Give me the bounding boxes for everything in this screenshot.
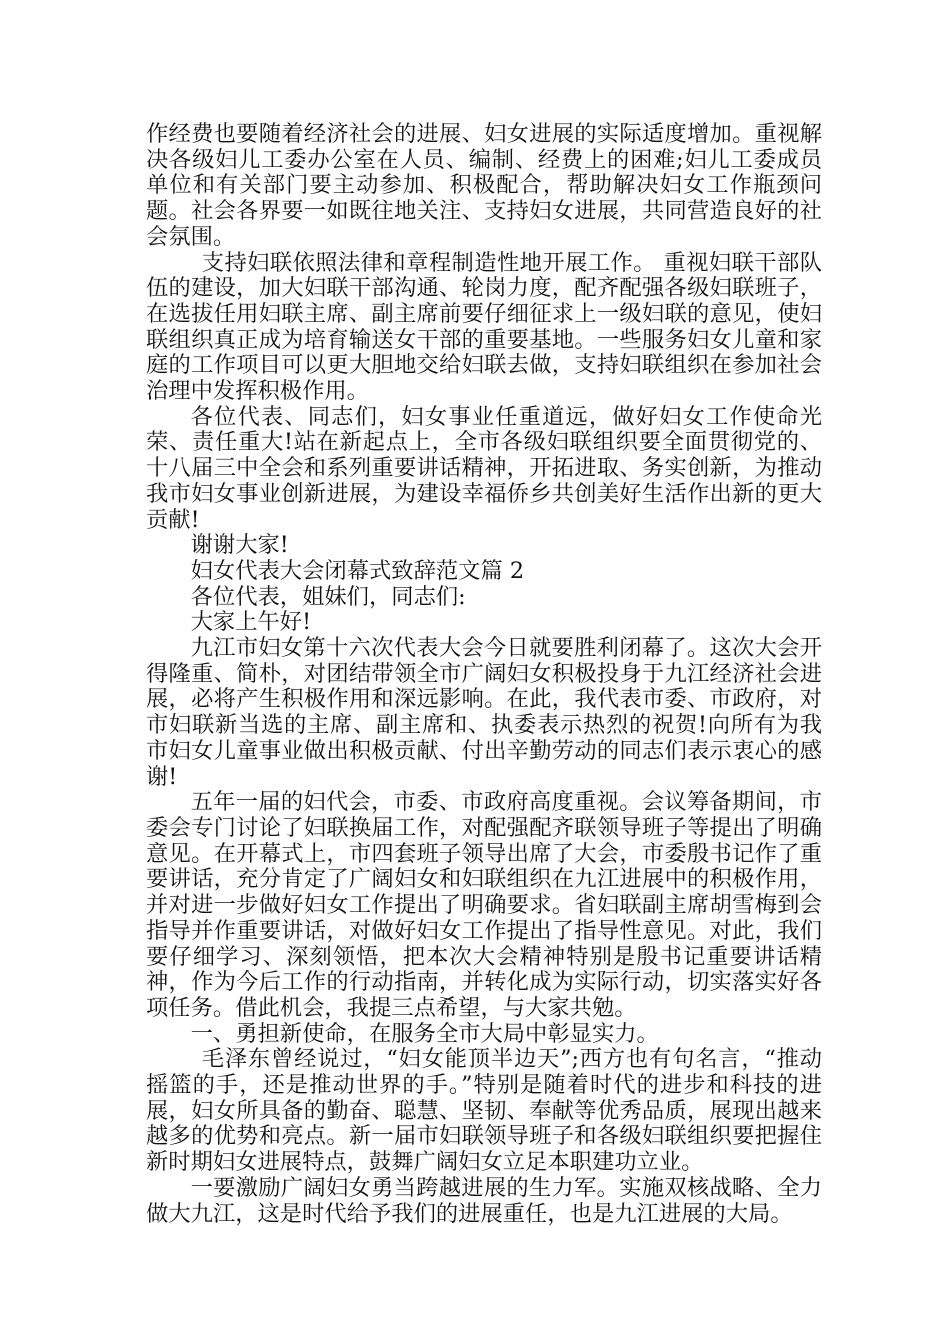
paragraph-thanks: 谢谢大家! xyxy=(190,532,289,559)
paragraph-congress-closing: 九江市妇女第十六次代表大会今日就要胜利闭幕了。这次大会开得隆重、简朴，对团结带领全市广阔妇女积极投身于九江经济社会进展，必将产生积极作用和深远影响。在此，我代表市委、市政府，对市妇联新当选的主席、副主席和、执委表示热烈的祝贺!向所有为我市妇女儿童事业做出积极贡献、付出辛勤劳动的同志们表示衷心的感谢! xyxy=(146,635,822,790)
subheading-first-point: 一、勇担新使命，在服务全市大局中彰显实力。 xyxy=(190,1020,659,1047)
paragraph-first-requirement: 一要激励广阔妇女勇当跨越进展的生力军。实施双核战略、全力做大九江，这是时代给予我们的进展重任，也是九江进展的大局。 xyxy=(146,1174,822,1227)
paragraph-continued: 作经费也要随着经济社会的进展、妇女进展的实际适度增加。重视解决各级妇儿工委办公室在人员、编制、经费上的困难;妇儿工委成员单位和有关部门要主动参加、积极配合，帮助解决妇女工作瓶颈问题。社会各界要一如既往地关注、支持妇女进展，共同营造良好的社会氛围。 xyxy=(146,121,822,250)
paragraph-congress-importance: 五年一届的妇代会，市委、市政府高度重视。会议筹备期间，市委会专门讨论了妇联换届工作，对配强配齐联领导班子等提出了明确意见。在开幕式上，市四套班子领导出席了大会，市委殷书记作了重要讲话，充分肯定了广阔妇女和妇联组织在九江进展中的积极作用，并对进一步做好妇女工作提出了明确要求。省妇联副主席胡雪梅到会指导并作重要讲话，对做好妇女工作提出了指导性意见。对此，我们要仔细学习、深刻领悟，把本次大会精神特别是殷书记重要讲话精神，作为今后工作的行动指南，并转化成为实际行动，切实落实好各项任务。借此机会，我提三点希望，与大家共勉。 xyxy=(146,789,822,1021)
section-heading: 妇女代表大会闭幕式致辞范文篇 2 xyxy=(190,557,525,584)
salutation: 各位代表，姐妹们，同志们: xyxy=(190,583,466,610)
paragraph-half-the-sky: 毛泽东曾经说过，“妇女能顶半边天”;西方也有句名言，“推动摇篮的手，还是推动世界的手。”特别是随着时代的进步和科技的进展，妇女所具备的勤奋、聪慧、坚韧、奉献等优秀品质，展现出越来越多的优势和亮点。新一届市妇联领导班子和各级妇联组织要把握住新时期妇女进展特点，鼓舞广阔妇女立足本职建功立业。 xyxy=(146,1046,822,1176)
document-body xyxy=(146,122,822,1227)
greeting: 大家上午好! xyxy=(190,609,312,636)
paragraph-closing-call: 各位代表、同志们，妇女事业任重道远，做好妇女工作使命光荣、责任重大!站在新起点上，全市各级妇联组织要全面贯彻党的、十八届三中全会和系列重要讲话精神，开拓进取、务实创新，为推动我市妇女事业创新进展，为建设幸福侨乡共创美好生活作出新的更大贡献! xyxy=(146,403,822,533)
paragraph-support-womens-federation: 支持妇联依照法律和章程制造性地开展工作。 重视妇联干部队伍的建设，加大妇联干部沟通、轮岗力度，配齐配强各级妇联班子，在选拔任用妇联主席、副主席前要仔细征求上一级妇联的意见，使妇联组织真正成为培育输送女干部的重要基地。一些服务妇女儿童和家庭的工作项目可以更大胆地交给妇联去做，支持妇联组织在参加社会治理中发挥积极作用。 xyxy=(146,249,822,405)
